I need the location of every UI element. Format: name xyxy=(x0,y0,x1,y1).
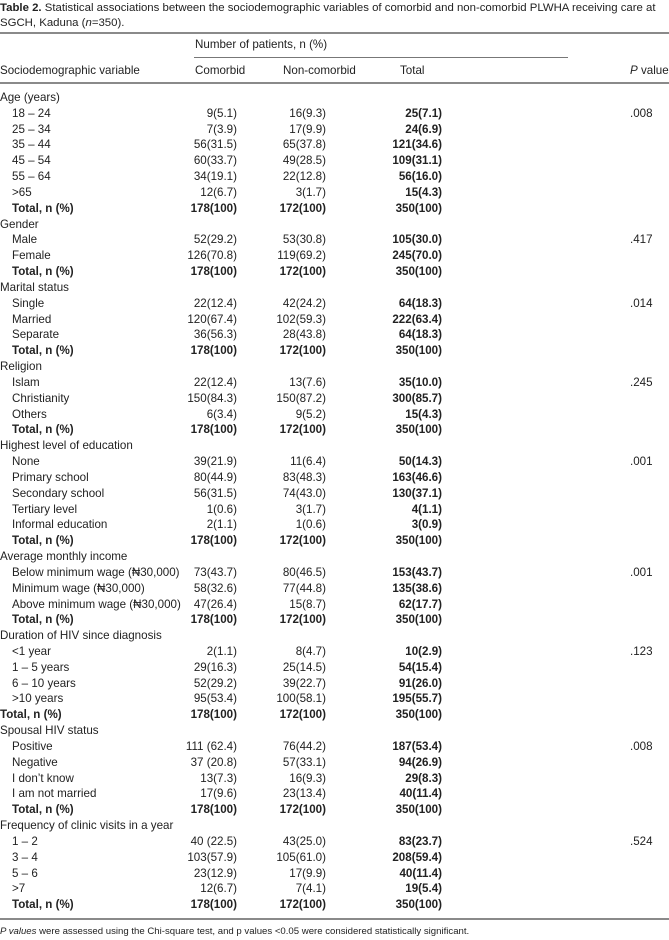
overall-total: 350(100) xyxy=(395,534,442,548)
total-value: 40(11.4) xyxy=(399,787,442,801)
total-value: 64(18.3) xyxy=(398,296,442,310)
table-row xyxy=(0,391,669,407)
total-label: Total, n (%) xyxy=(12,344,74,358)
group-header xyxy=(0,628,669,644)
comorbid-value: 52(29.2) xyxy=(193,676,237,690)
overall-total: 350(100) xyxy=(395,265,442,279)
total-label: Total, n (%) xyxy=(12,265,74,279)
total-value: 15(4.3) xyxy=(405,407,442,421)
p-value: .001 xyxy=(630,455,653,469)
comorbid-total: 178(100) xyxy=(190,898,237,912)
header-p: P xyxy=(630,64,638,77)
total-value: 24(6.9) xyxy=(405,122,442,136)
row-label: 1 – 5 years xyxy=(12,660,70,674)
p-value: .014 xyxy=(630,296,653,310)
comorbid-value: 6(3.4) xyxy=(206,407,237,421)
comorbid-value: 80(44.9) xyxy=(193,470,237,484)
noncomorbid-value: 16(9.3) xyxy=(289,106,326,120)
comorbid-value: 13(7.3) xyxy=(200,771,237,785)
table-row xyxy=(0,153,669,169)
row-label: Separate xyxy=(12,328,60,342)
noncomorbid-total: 172(100) xyxy=(279,265,326,279)
total-value: 121(34.6) xyxy=(392,138,442,152)
row-label: None xyxy=(12,455,40,469)
p-value: .245 xyxy=(630,375,653,389)
row-label: 6 – 10 years xyxy=(12,676,76,690)
table-row xyxy=(0,232,669,248)
comorbid-value: 52(29.2) xyxy=(193,233,237,247)
comorbid-value: 12(6.7) xyxy=(200,185,237,199)
noncomorbid-total: 172(100) xyxy=(279,201,326,215)
table-row xyxy=(0,169,669,185)
row-label: 25 – 34 xyxy=(12,122,51,136)
p-value: .008 xyxy=(630,106,653,120)
comorbid-value: 17(9.6) xyxy=(200,787,237,801)
total-value: 4(1.1) xyxy=(411,502,442,516)
noncomorbid-value: 15(8.7) xyxy=(289,597,326,611)
row-label: Christianity xyxy=(12,391,70,405)
comorbid-value: 111 (62.4) xyxy=(185,739,237,753)
row-label: Male xyxy=(12,233,38,247)
total-label: Total, n (%) xyxy=(12,423,74,437)
comorbid-total: 178(100) xyxy=(190,201,237,215)
total-label: Total, n (%) xyxy=(12,534,74,548)
span-rule xyxy=(194,57,568,58)
total-value: 245(70.0) xyxy=(392,249,442,263)
total-value: 15(4.3) xyxy=(405,185,442,199)
p-value: .123 xyxy=(630,644,653,658)
comorbid-value: 29(16.3) xyxy=(193,660,237,674)
group-header xyxy=(0,549,669,565)
group-header xyxy=(0,818,669,834)
row-label: >7 xyxy=(12,882,26,896)
table-row xyxy=(0,881,669,897)
noncomorbid-value: 42(24.2) xyxy=(282,296,326,310)
table-row xyxy=(0,122,669,138)
row-label: Minimum wage (₦30,000) xyxy=(12,581,145,595)
comorbid-total: 178(100) xyxy=(190,534,237,548)
comorbid-total: 178(100) xyxy=(190,803,237,817)
total-value: 35(10.0) xyxy=(398,375,442,389)
noncomorbid-value: 17(9.9) xyxy=(289,866,326,880)
comorbid-value: 39(21.9) xyxy=(193,455,237,469)
table-row xyxy=(0,755,669,771)
comorbid-value: 60(33.7) xyxy=(193,154,237,168)
noncomorbid-value: 83(48.3) xyxy=(282,470,326,484)
table-row xyxy=(0,866,669,882)
footnote xyxy=(0,926,469,937)
overall-total: 350(100) xyxy=(395,898,442,912)
noncomorbid-value: 105(61.0) xyxy=(276,850,326,864)
noncomorbid-value: 65(37.8) xyxy=(282,138,326,152)
overall-total: 350(100) xyxy=(395,708,442,722)
comorbid-total: 178(100) xyxy=(190,265,237,279)
comorbid-value: 103(57.9) xyxy=(187,850,237,864)
noncomorbid-total: 172(100) xyxy=(279,708,326,722)
total-label: Total, n (%) xyxy=(12,201,74,215)
total-value: 83(23.7) xyxy=(398,834,442,848)
bottom-rule xyxy=(0,918,669,920)
table-row xyxy=(0,407,669,423)
group-header xyxy=(0,280,669,296)
p-value: .008 xyxy=(630,739,653,753)
group-header xyxy=(0,359,669,375)
comorbid-value: 7(3.9) xyxy=(206,122,237,136)
row-label: Below minimum wage (₦30,000) xyxy=(12,565,180,579)
row-label: I don’t know xyxy=(12,771,74,785)
table-caption xyxy=(0,1,669,31)
noncomorbid-value: 39(22.7) xyxy=(282,676,326,690)
noncomorbid-value: 150(87.2) xyxy=(276,391,326,405)
noncomorbid-value: 57(33.1) xyxy=(282,755,326,769)
row-label: >65 xyxy=(12,185,32,199)
total-row xyxy=(0,533,669,549)
noncomorbid-value: 11(6.4) xyxy=(290,455,326,469)
group-header xyxy=(0,723,669,739)
comorbid-value: 126(70.8) xyxy=(187,249,237,263)
header-noncomorbid: Non-comorbid xyxy=(283,64,356,77)
noncomorbid-value: 8(4.7) xyxy=(295,644,326,658)
total-value: 163(46.6) xyxy=(392,470,442,484)
table-row xyxy=(0,834,669,850)
total-value: 130(37.1) xyxy=(392,486,442,500)
group-title: Religion xyxy=(0,360,42,374)
table-row xyxy=(0,597,669,613)
noncomorbid-value: 13(7.6) xyxy=(289,375,326,389)
comorbid-value: 150(84.3) xyxy=(187,391,237,405)
noncomorbid-value: 28(43.8) xyxy=(282,328,326,342)
table-row xyxy=(0,581,669,597)
noncomorbid-value: 80(46.5) xyxy=(282,565,326,579)
overall-total: 350(100) xyxy=(395,613,442,627)
comorbid-value: 73(43.7) xyxy=(193,565,237,579)
noncomorbid-value: 76(44.2) xyxy=(282,739,326,753)
noncomorbid-value: 3(1.7) xyxy=(295,502,326,516)
table-row xyxy=(0,296,669,312)
noncomorbid-total: 172(100) xyxy=(279,534,326,548)
noncomorbid-value: 16(9.3) xyxy=(289,771,326,785)
table-row xyxy=(0,375,669,391)
total-value: 62(17.7) xyxy=(398,597,442,611)
noncomorbid-value: 102(59.3) xyxy=(276,312,326,326)
row-label: Female xyxy=(12,249,51,263)
table-row xyxy=(0,691,669,707)
header-p-rest: value xyxy=(637,64,669,77)
table-row xyxy=(0,106,669,122)
total-value: 222(63.4) xyxy=(392,312,442,326)
total-value: 94(26.9) xyxy=(398,755,442,769)
group-header xyxy=(0,217,669,233)
comorbid-total: 178(100) xyxy=(190,708,237,722)
total-row xyxy=(0,707,669,723)
span-header: Number of patients, n (%) xyxy=(195,38,328,51)
noncomorbid-value: 23(13.4) xyxy=(282,787,326,801)
total-value: 56(16.0) xyxy=(398,170,442,184)
total-label: Total, n (%) xyxy=(12,803,74,817)
row-label: I am not married xyxy=(12,787,97,801)
noncomorbid-value: 53(30.8) xyxy=(282,233,326,247)
total-row xyxy=(0,201,669,217)
noncomorbid-total: 172(100) xyxy=(279,344,326,358)
caption-end: =350). xyxy=(91,17,125,29)
total-value: 300(85.7) xyxy=(392,391,442,405)
header-comorbid: Comorbid xyxy=(195,64,246,77)
row-label: >10 years xyxy=(12,692,64,706)
row-label: Islam xyxy=(12,375,40,389)
noncomorbid-value: 100(58.1) xyxy=(276,692,326,706)
noncomorbid-value: 9(5.2) xyxy=(295,407,326,421)
total-value: 10(2.9) xyxy=(405,644,442,658)
group-title: Age (years) xyxy=(0,91,60,104)
total-value: 54(15.4) xyxy=(398,660,442,674)
top-rule xyxy=(0,32,669,34)
total-value: 187(53.4) xyxy=(392,739,442,753)
table-row xyxy=(0,644,669,660)
comorbid-value: 23(12.9) xyxy=(193,866,237,880)
footnote-text: were assessed using the Chi-square test, and p values <0.05 were considered statistically significant. xyxy=(36,926,470,937)
row-label: Positive xyxy=(12,739,53,753)
total-value: 153(43.7) xyxy=(392,565,442,579)
row-label: <1 year xyxy=(12,644,51,658)
noncomorbid-value: 22(12.8) xyxy=(282,170,326,184)
total-value: 105(30.0) xyxy=(392,233,442,247)
total-value: 40(11.4) xyxy=(399,866,442,880)
comorbid-value: 120(67.4) xyxy=(187,312,237,326)
overall-total: 350(100) xyxy=(395,201,442,215)
row-label: 5 – 6 xyxy=(12,866,38,880)
comorbid-value: 34(19.1) xyxy=(193,170,237,184)
group-title: Spousal HIV status xyxy=(0,724,99,738)
row-label: 3 – 4 xyxy=(12,850,38,864)
comorbid-value: 2(1.1) xyxy=(206,518,237,532)
total-value: 109(31.1) xyxy=(392,154,442,168)
row-label: Married xyxy=(12,312,52,326)
table-row xyxy=(0,660,669,676)
p-value: .001 xyxy=(630,565,653,579)
table-row xyxy=(0,486,669,502)
group-title: Gender xyxy=(0,217,39,231)
p-value: .524 xyxy=(630,834,653,848)
noncomorbid-value: 1(0.6) xyxy=(295,518,326,532)
total-value: 195(55.7) xyxy=(392,692,442,706)
row-label: Negative xyxy=(12,755,58,769)
table-row xyxy=(0,502,669,518)
header-rule xyxy=(0,82,669,84)
table-row xyxy=(0,786,669,802)
table-row xyxy=(0,137,669,153)
total-label: Total, n (%) xyxy=(12,898,74,912)
table-row xyxy=(0,327,669,343)
comorbid-value: 47(26.4) xyxy=(193,597,237,611)
comorbid-value: 56(31.5) xyxy=(193,486,237,500)
comorbid-value: 22(12.4) xyxy=(193,296,237,310)
table-row xyxy=(0,850,669,866)
total-value: 29(8.3) xyxy=(405,771,442,785)
noncomorbid-value: 7(4.1) xyxy=(295,882,326,896)
total-row xyxy=(0,343,669,359)
comorbid-value: 1(0.6) xyxy=(206,502,237,516)
comorbid-value: 95(53.4) xyxy=(193,692,237,706)
header-total: Total xyxy=(400,64,425,77)
row-label: Above minimum wage (₦30,000) xyxy=(12,597,181,611)
total-value: 25(7.1) xyxy=(405,106,442,120)
comorbid-value: 40 (22.5) xyxy=(190,834,237,848)
comorbid-value: 9(5.1) xyxy=(206,106,237,120)
group-title: Marital status xyxy=(0,280,69,294)
group-header xyxy=(0,438,669,454)
header-p-value xyxy=(630,64,669,77)
table-row xyxy=(0,771,669,787)
total-value: 3(0.9) xyxy=(411,518,442,532)
noncomorbid-value: 77(44.8) xyxy=(282,581,326,595)
comorbid-value: 12(6.7) xyxy=(200,882,237,896)
overall-total: 350(100) xyxy=(395,803,442,817)
noncomorbid-total: 172(100) xyxy=(279,803,326,817)
row-label: 18 – 24 xyxy=(12,106,51,120)
caption-text: Statistical associations between the sociodemographic variables of comorbid and non-comorbid PLWHA receiving care at SGCH, Kaduna ( xyxy=(0,2,656,29)
comorbid-value: 37 (20.8) xyxy=(190,755,237,769)
header-variable: Sociodemographic variable xyxy=(0,64,140,77)
table-row xyxy=(0,565,669,581)
overall-total: 350(100) xyxy=(395,423,442,437)
group-header xyxy=(0,90,669,106)
comorbid-value: 22(12.4) xyxy=(193,375,237,389)
caption-n: n xyxy=(85,17,92,29)
total-label: Total, n (%) xyxy=(0,708,62,722)
total-value: 135(38.6) xyxy=(392,581,442,595)
group-title: Frequency of clinic visits in a year xyxy=(0,819,174,833)
table-body xyxy=(0,90,669,913)
row-label: Primary school xyxy=(12,470,89,484)
comorbid-total: 178(100) xyxy=(190,613,237,627)
total-value: 91(26.0) xyxy=(398,676,442,690)
noncomorbid-value: 25(14.5) xyxy=(282,660,326,674)
row-label: 55 – 64 xyxy=(12,170,51,184)
noncomorbid-value: 74(43.0) xyxy=(282,486,326,500)
total-row xyxy=(0,802,669,818)
noncomorbid-value: 119(69.2) xyxy=(277,249,326,263)
total-value: 208(59.4) xyxy=(392,850,442,864)
table-row xyxy=(0,248,669,264)
comorbid-value: 36(56.3) xyxy=(193,328,237,342)
total-row xyxy=(0,264,669,280)
total-label: Total, n (%) xyxy=(12,613,74,627)
noncomorbid-value: 17(9.9) xyxy=(289,122,326,136)
row-label: 1 – 2 xyxy=(12,834,38,848)
total-row xyxy=(0,897,669,913)
table-row xyxy=(0,185,669,201)
table-row xyxy=(0,676,669,692)
row-label: Tertiary level xyxy=(12,502,78,516)
comorbid-value: 58(32.6) xyxy=(193,581,237,595)
comorbid-value: 2(1.1) xyxy=(206,644,237,658)
group-title: Highest level of education xyxy=(0,439,133,453)
group-title: Duration of HIV since diagnosis xyxy=(0,629,162,643)
noncomorbid-total: 172(100) xyxy=(279,613,326,627)
row-label: 35 – 44 xyxy=(12,138,51,152)
total-value: 19(5.4) xyxy=(405,882,442,896)
table-row xyxy=(0,470,669,486)
noncomorbid-value: 49(28.5) xyxy=(282,154,326,168)
comorbid-total: 178(100) xyxy=(190,344,237,358)
table-row xyxy=(0,454,669,470)
row-label: Informal education xyxy=(12,518,108,532)
overall-total: 350(100) xyxy=(395,344,442,358)
p-value: .417 xyxy=(630,233,653,247)
total-value: 64(18.3) xyxy=(398,328,442,342)
row-label: Secondary school xyxy=(12,486,105,500)
comorbid-value: 56(31.5) xyxy=(193,138,237,152)
row-label: 45 – 54 xyxy=(12,154,51,168)
total-row xyxy=(0,612,669,628)
noncomorbid-value: 3(1.7) xyxy=(295,185,326,199)
comorbid-total: 178(100) xyxy=(190,423,237,437)
table-row xyxy=(0,517,669,533)
table-row xyxy=(0,312,669,328)
noncomorbid-total: 172(100) xyxy=(279,898,326,912)
footnote-italic: P values xyxy=(0,926,37,937)
noncomorbid-total: 172(100) xyxy=(279,423,326,437)
total-value: 50(14.3) xyxy=(398,455,442,469)
row-label: Single xyxy=(12,296,45,310)
noncomorbid-value: 43(25.0) xyxy=(282,834,326,848)
group-title: Average monthly income xyxy=(0,550,128,564)
total-row xyxy=(0,422,669,438)
table-row xyxy=(0,739,669,755)
row-label: Others xyxy=(12,407,47,421)
table-label: Table 2. xyxy=(0,2,42,14)
